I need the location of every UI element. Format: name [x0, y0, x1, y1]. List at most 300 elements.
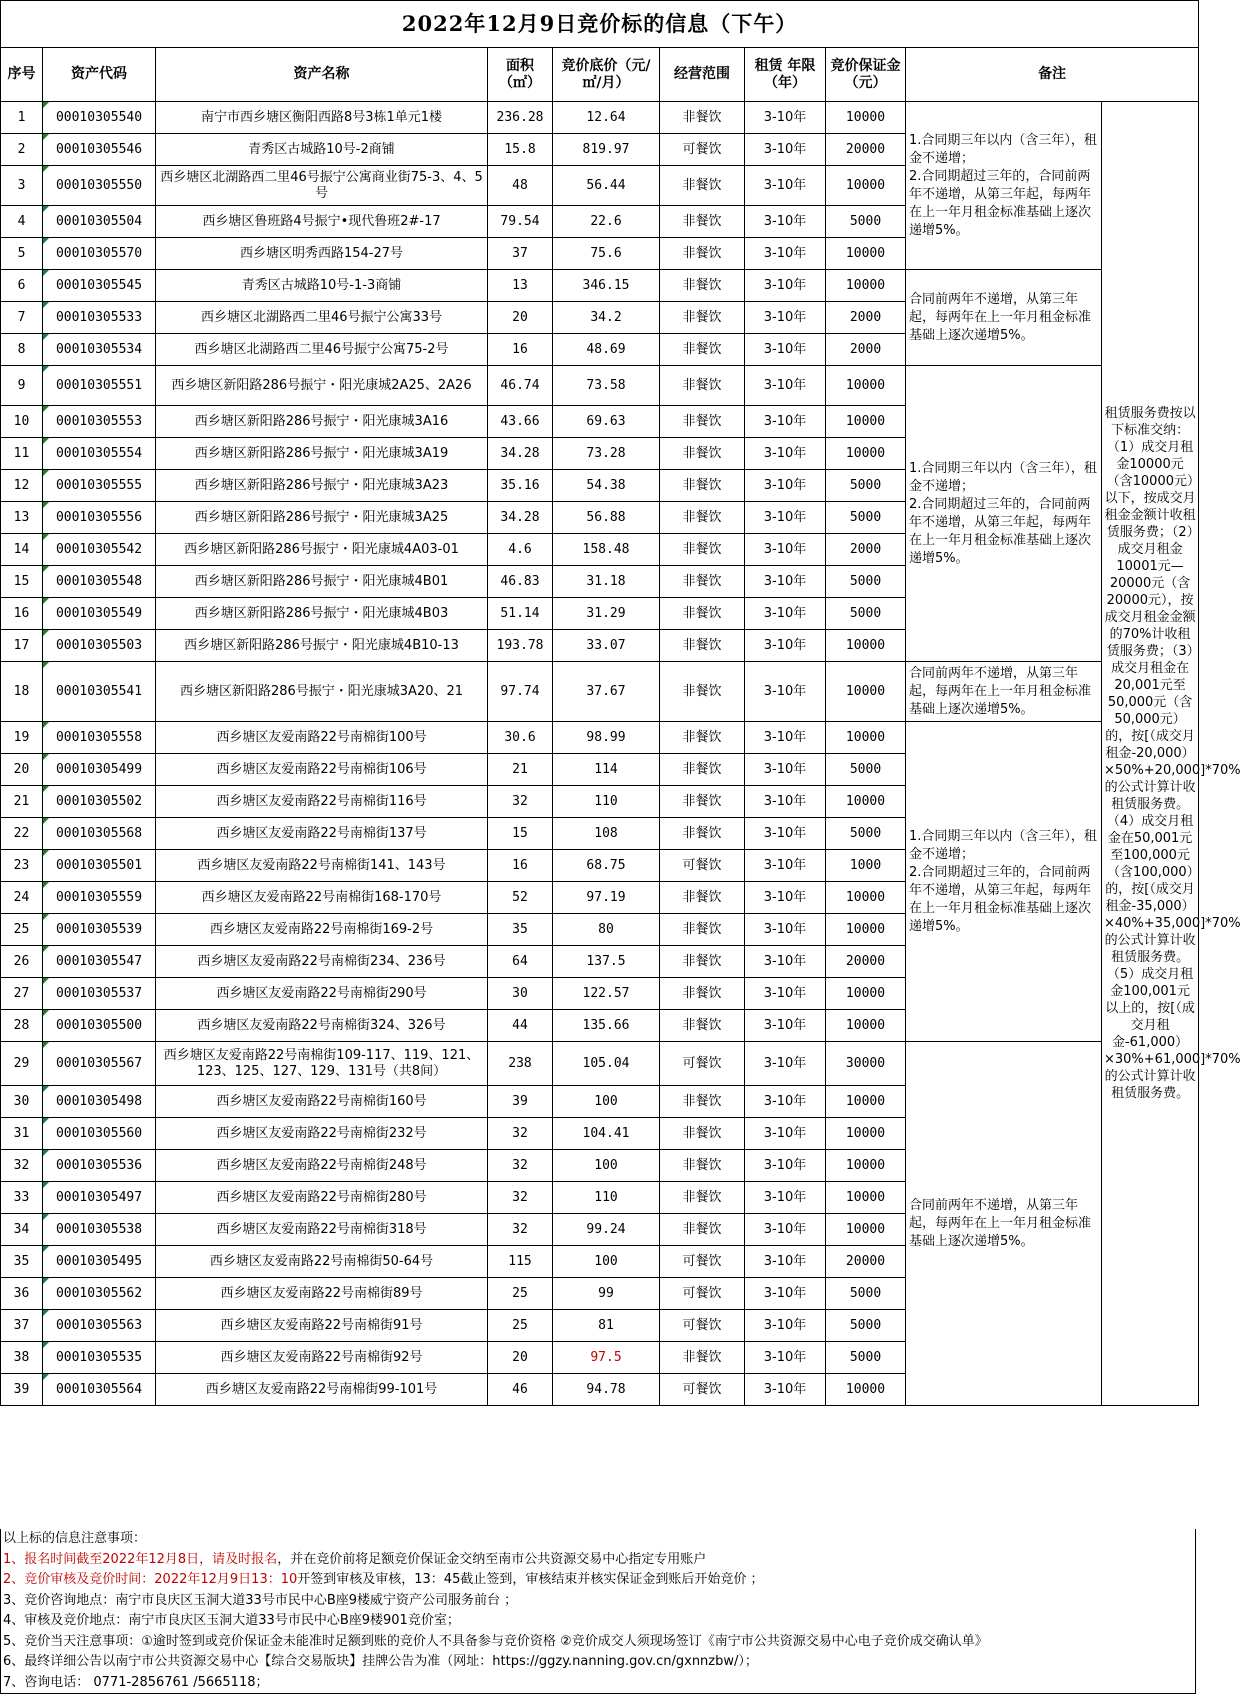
row-no-cell: 7	[1, 302, 43, 334]
business-scope-cell: 非餐饮	[660, 1214, 745, 1246]
area-cell: 37	[488, 238, 553, 270]
business-scope-cell: 非餐饮	[660, 270, 745, 302]
lease-term-cell: 3-10年	[745, 978, 826, 1010]
area-cell: 32	[488, 1118, 553, 1150]
asset-code-cell: 00010305537	[43, 978, 156, 1010]
row-no-cell: 39	[1, 1374, 43, 1406]
area-cell: 52	[488, 882, 553, 914]
asset-code-cell: 00010305540	[43, 102, 156, 134]
base-price-cell: 100	[553, 1246, 660, 1278]
lease-term-cell: 3-10年	[745, 850, 826, 882]
business-scope-cell: 非餐饮	[660, 566, 745, 598]
asset-code-cell: 00010305501	[43, 850, 156, 882]
base-price-cell: 33.07	[553, 630, 660, 662]
asset-name-cell: 西乡塘区新阳路286号振宁・阳光康城2A25、2A26	[156, 366, 488, 406]
deposit-cell: 10000	[826, 914, 906, 946]
table-row	[1, 662, 1199, 722]
lease-term-cell: 3-10年	[745, 754, 826, 786]
area-cell: 46.83	[488, 566, 553, 598]
asset-code-cell: 00010305546	[43, 134, 156, 166]
lease-term-cell: 3-10年	[745, 1374, 826, 1406]
business-scope-cell: 可餐饮	[660, 1278, 745, 1310]
asset-name-cell: 西乡塘区友爱南路22号南棉街169-2号	[156, 914, 488, 946]
base-price-cell: 31.18	[553, 566, 660, 598]
lease-term-cell: 3-10年	[745, 238, 826, 270]
asset-name-cell: 西乡塘区友爱南路22号南棉街89号	[156, 1278, 488, 1310]
asset-code-cell: 00010305558	[43, 722, 156, 754]
deposit-cell: 1000	[826, 850, 906, 882]
business-scope-cell: 可餐饮	[660, 134, 745, 166]
deposit-cell: 10000	[826, 166, 906, 206]
asset-code-cell: 00010305560	[43, 1118, 156, 1150]
asset-name-cell: 西乡塘区新阳路286号振宁・阳光康城3A16	[156, 406, 488, 438]
lease-term-cell: 3-10年	[745, 882, 826, 914]
deposit-cell: 10000	[826, 662, 906, 722]
lease-term-cell: 3-10年	[745, 786, 826, 818]
row-no-cell: 34	[1, 1214, 43, 1246]
area-cell: 238	[488, 1042, 553, 1086]
lease-term-cell: 3-10年	[745, 1010, 826, 1042]
asset-name-cell: 青秀区古城路10号-2商铺	[156, 134, 488, 166]
base-price-cell: 137.5	[553, 946, 660, 978]
asset-name-cell: 西乡塘区友爱南路22号南棉街141、143号	[156, 850, 488, 882]
note-3: 3、竞价咨询地点：南宁市良庆区玉洞大道33号市民中心B座9楼威宁资产公司服务前台 ；	[3, 1592, 518, 1608]
asset-name-cell: 西乡塘区新阳路286号振宁・阳光康城4B10-13	[156, 630, 488, 662]
asset-code-cell: 00010305535	[43, 1342, 156, 1374]
business-scope-cell: 非餐饮	[660, 238, 745, 270]
asset-code-cell: 00010305564	[43, 1374, 156, 1406]
business-scope-cell: 非餐饮	[660, 818, 745, 850]
remark-cell: 1.合同期三年以内（含三年），租金不递增； 2.合同期超过三年的，合同前两年不递增，从第三年起，每两年在上一年月租金标准基础上逐次递增5%。	[906, 366, 1102, 662]
deposit-cell: 20000	[826, 134, 906, 166]
area-cell: 44	[488, 1010, 553, 1042]
row-no-cell: 5	[1, 238, 43, 270]
row-no-cell: 10	[1, 406, 43, 438]
asset-code-cell: 00010305534	[43, 334, 156, 366]
asset-code-cell: 00010305547	[43, 946, 156, 978]
area-cell: 79.54	[488, 206, 553, 238]
asset-name-cell: 西乡塘区友爱南路22号南棉街100号	[156, 722, 488, 754]
header-area: 面积（㎡）	[488, 48, 553, 102]
base-price-cell: 110	[553, 1182, 660, 1214]
row-no-cell: 8	[1, 334, 43, 366]
area-cell: 30.6	[488, 722, 553, 754]
base-price-cell: 108	[553, 818, 660, 850]
asset-name-cell: 西乡塘区友爱南路22号南棉街232号	[156, 1118, 488, 1150]
base-price-cell: 75.6	[553, 238, 660, 270]
base-price-cell: 114	[553, 754, 660, 786]
row-no-cell: 21	[1, 786, 43, 818]
base-price-cell: 100	[553, 1086, 660, 1118]
deposit-cell: 10000	[826, 1374, 906, 1406]
lease-term-cell: 3-10年	[745, 270, 826, 302]
area-cell: 16	[488, 334, 553, 366]
base-price-cell: 97.5	[553, 1342, 660, 1374]
base-price-cell: 104.41	[553, 1118, 660, 1150]
table-row	[1, 366, 1199, 406]
header-deposit: 竞价保证金（元）	[826, 48, 906, 102]
lease-term-cell: 3-10年	[745, 502, 826, 534]
deposit-cell: 5000	[826, 1310, 906, 1342]
business-scope-cell: 可餐饮	[660, 1042, 745, 1086]
lease-term-cell: 3-10年	[745, 1118, 826, 1150]
business-scope-cell: 非餐饮	[660, 1118, 745, 1150]
deposit-cell: 20000	[826, 1246, 906, 1278]
business-scope-cell: 非餐饮	[660, 534, 745, 566]
business-scope-cell: 非餐饮	[660, 946, 745, 978]
business-scope-cell: 可餐饮	[660, 1374, 745, 1406]
asset-code-cell: 00010305500	[43, 1010, 156, 1042]
lease-term-cell: 3-10年	[745, 1278, 826, 1310]
deposit-cell: 5000	[826, 502, 906, 534]
deposit-cell: 5000	[826, 754, 906, 786]
table-row	[1, 722, 1199, 754]
row-no-cell: 6	[1, 270, 43, 302]
business-scope-cell: 非餐饮	[660, 1010, 745, 1042]
notes-intro: 以上标的信息注意事项：	[3, 1531, 147, 1546]
header-code: 资产代码	[43, 48, 156, 102]
asset-code-cell: 00010305497	[43, 1182, 156, 1214]
business-scope-cell: 非餐饮	[660, 630, 745, 662]
business-scope-cell: 非餐饮	[660, 598, 745, 630]
lease-term-cell: 3-10年	[745, 630, 826, 662]
asset-code-cell: 00010305538	[43, 1214, 156, 1246]
business-scope-cell: 非餐饮	[660, 502, 745, 534]
business-scope-cell: 非餐饮	[660, 1150, 745, 1182]
business-scope-cell: 非餐饮	[660, 978, 745, 1010]
row-no-cell: 9	[1, 366, 43, 406]
remark-cell: 合同前两年不递增，从第三年起，每两年在上一年月租金标准基础上逐次递增5%。	[906, 270, 1102, 366]
area-cell: 34.28	[488, 438, 553, 470]
area-cell: 25	[488, 1310, 553, 1342]
lease-term-cell: 3-10年	[745, 166, 826, 206]
service-fee-note: 租赁服务费按以下标准交纳：（1）成交月租金10000元（含10000元）以下，按成交月租金金额计收租赁服务费；（2）成交月租金10001元—20000元（含20000元），按成交月租金金额的70%计收租赁服务费；（3）成交月租金在20,001元至50,000元（含50,000元）的，按[（成交月租金-20,000）×50%+20,000]*70%的公式计算计收租赁服务费。（4）成交月租金在50,001元至100,000元（含100,000）的，按[（成交月租金-35,000）×40%+35,000]*70%的公式计算计收租赁服务费。（5）成交月租金100,001元以上的，按[（成交月租金-61,000）×30%+61,000]*70%的公式计算计收租赁服务费。	[1102, 102, 1199, 1406]
asset-code-cell: 00010305554	[43, 438, 156, 470]
deposit-cell: 10000	[826, 1182, 906, 1214]
base-price-cell: 97.19	[553, 882, 660, 914]
row-no-cell: 19	[1, 722, 43, 754]
base-price-cell: 100	[553, 1150, 660, 1182]
asset-code-cell: 00010305553	[43, 406, 156, 438]
base-price-cell: 69.63	[553, 406, 660, 438]
asset-name-cell: 西乡塘区友爱南路22号南棉街109-117、119、121、123、125、127、129、131号（共8间）	[156, 1042, 488, 1086]
lease-term-cell: 3-10年	[745, 534, 826, 566]
asset-code-cell: 00010305555	[43, 470, 156, 502]
area-cell: 16	[488, 850, 553, 882]
deposit-cell: 10000	[826, 1118, 906, 1150]
business-scope-cell: 非餐饮	[660, 102, 745, 134]
asset-name-cell: 西乡塘区友爱南路22号南棉街116号	[156, 786, 488, 818]
remark-cell: 合同前两年不递增，从第三年起，每两年在上一年月租金标准基础上逐次递增5%。	[906, 1042, 1102, 1406]
area-cell: 64	[488, 946, 553, 978]
lease-term-cell: 3-10年	[745, 722, 826, 754]
base-price-cell: 99	[553, 1278, 660, 1310]
asset-code-cell: 00010305542	[43, 534, 156, 566]
row-no-cell: 24	[1, 882, 43, 914]
note-4: 4、审核及竞价地点：南宁市良庆区玉洞大道33号市民中心B座9楼901竞价室；	[3, 1613, 460, 1628]
asset-name-cell: 西乡塘区友爱南路22号南棉街106号	[156, 754, 488, 786]
base-price-cell: 81	[553, 1310, 660, 1342]
row-no-cell: 17	[1, 630, 43, 662]
base-price-cell: 346.15	[553, 270, 660, 302]
deposit-cell: 5000	[826, 598, 906, 630]
row-no-cell: 2	[1, 134, 43, 166]
row-no-cell: 38	[1, 1342, 43, 1374]
base-price-cell: 56.88	[553, 502, 660, 534]
row-no-cell: 20	[1, 754, 43, 786]
base-price-cell: 31.29	[553, 598, 660, 630]
asset-name-cell: 西乡塘区友爱南路22号南棉街92号	[156, 1342, 488, 1374]
asset-name-cell: 西乡塘区友爱南路22号南棉街318号	[156, 1214, 488, 1246]
lease-term-cell: 3-10年	[745, 566, 826, 598]
header-term: 租赁 年限（年）	[745, 48, 826, 102]
deposit-cell: 2000	[826, 534, 906, 566]
row-no-cell: 22	[1, 818, 43, 850]
asset-code-cell: 00010305549	[43, 598, 156, 630]
lease-term-cell: 3-10年	[745, 946, 826, 978]
base-price-cell: 68.75	[553, 850, 660, 882]
asset-code-cell: 00010305548	[43, 566, 156, 598]
asset-code-cell: 00010305545	[43, 270, 156, 302]
lease-term-cell: 3-10年	[745, 406, 826, 438]
lease-term-cell: 3-10年	[745, 1182, 826, 1214]
deposit-cell: 10000	[826, 882, 906, 914]
page-title: 2022年12月9日竞价标的信息（下午）	[1, 1, 1199, 48]
area-cell: 193.78	[488, 630, 553, 662]
row-no-cell: 37	[1, 1310, 43, 1342]
asset-name-cell: 西乡塘区北湖路西二里46号振宁公寓商业街75-3、4、5号	[156, 166, 488, 206]
business-scope-cell: 非餐饮	[660, 470, 745, 502]
note-1-highlight: 报名时间截至2022年12月8日，请及时报名	[24, 1551, 278, 1567]
row-no-cell: 32	[1, 1150, 43, 1182]
remark-cell: 1.合同期三年以内（含三年），租金不递增； 2.合同期超过三年的，合同前两年不递增，从第三年起，每两年在上一年月租金标准基础上逐次递增5%。	[906, 722, 1102, 1042]
row-no-cell: 4	[1, 206, 43, 238]
lease-term-cell: 3-10年	[745, 1342, 826, 1374]
area-cell: 46	[488, 1374, 553, 1406]
asset-code-cell: 00010305551	[43, 366, 156, 406]
note-1: 1、报名时间截至2022年12月8日，请及时报名，并在竞价前将足额竞价保证金交纳至南市公共资源交易中心指定专用账户	[3, 1551, 707, 1567]
header-remark: 备注	[906, 48, 1199, 102]
asset-code-cell: 00010305563	[43, 1310, 156, 1342]
row-no-cell: 11	[1, 438, 43, 470]
business-scope-cell: 可餐饮	[660, 850, 745, 882]
deposit-cell: 5000	[826, 818, 906, 850]
header-name: 资产名称	[156, 48, 488, 102]
note-6: 6、最终详细公告以南宁市公共资源交易中心【综合交易版块】挂牌公告为准（网址：https://ggzy.nanning.gov.cn/gxnnzbw/）；	[3, 1654, 758, 1669]
asset-code-cell: 00010305541	[43, 662, 156, 722]
asset-code-cell: 00010305539	[43, 914, 156, 946]
area-cell: 21	[488, 754, 553, 786]
table-row	[1, 1042, 1199, 1086]
deposit-cell: 5000	[826, 1342, 906, 1374]
asset-name-cell: 西乡塘区友爱南路22号南棉街50-64号	[156, 1246, 488, 1278]
asset-name-cell: 西乡塘区友爱南路22号南棉街168-170号	[156, 882, 488, 914]
asset-name-cell: 西乡塘区友爱南路22号南棉街137号	[156, 818, 488, 850]
area-cell: 4.6	[488, 534, 553, 566]
table-row	[1, 102, 1199, 134]
deposit-cell: 2000	[826, 302, 906, 334]
asset-code-cell: 00010305533	[43, 302, 156, 334]
deposit-cell: 10000	[826, 978, 906, 1010]
area-cell: 32	[488, 1214, 553, 1246]
base-price-cell: 37.67	[553, 662, 660, 722]
business-scope-cell: 非餐饮	[660, 754, 745, 786]
base-price-cell: 73.28	[553, 438, 660, 470]
business-scope-cell: 可餐饮	[660, 1246, 745, 1278]
asset-name-cell: 西乡塘区友爱南路22号南棉街324、326号	[156, 1010, 488, 1042]
base-price-cell: 48.69	[553, 334, 660, 366]
area-cell: 43.66	[488, 406, 553, 438]
header-price: 竞价底价（元/㎡/月）	[553, 48, 660, 102]
area-cell: 32	[488, 1150, 553, 1182]
base-price-cell: 819.97	[553, 134, 660, 166]
row-no-cell: 28	[1, 1010, 43, 1042]
base-price-cell: 105.04	[553, 1042, 660, 1086]
lease-term-cell: 3-10年	[745, 206, 826, 238]
deposit-cell: 30000	[826, 1042, 906, 1086]
base-price-cell: 22.6	[553, 206, 660, 238]
row-no-cell: 18	[1, 662, 43, 722]
business-scope-cell: 非餐饮	[660, 366, 745, 406]
asset-name-cell: 青秀区古城路10号-1-3商铺	[156, 270, 488, 302]
row-no-cell: 16	[1, 598, 43, 630]
area-cell: 46.74	[488, 366, 553, 406]
base-price-cell: 122.57	[553, 978, 660, 1010]
deposit-cell: 10000	[826, 238, 906, 270]
lease-term-cell: 3-10年	[745, 662, 826, 722]
row-no-cell: 15	[1, 566, 43, 598]
asset-name-cell: 西乡塘区友爱南路22号南棉街280号	[156, 1182, 488, 1214]
asset-name-cell: 西乡塘区新阳路286号振宁・阳光康城3A20、21	[156, 662, 488, 722]
business-scope-cell: 可餐饮	[660, 1310, 745, 1342]
deposit-cell: 5000	[826, 206, 906, 238]
asset-name-cell: 西乡塘区友爱南路22号南棉街99-101号	[156, 1374, 488, 1406]
note-2: 2、竞价审核及竞价时间：2022年12月9日13：10开签到审核及审核，13：45截止签到，审核结束并核实保证金到账后开始竞价 ；	[3, 1572, 764, 1587]
lease-term-cell: 3-10年	[745, 1246, 826, 1278]
base-price-cell: 54.38	[553, 470, 660, 502]
asset-name-cell: 西乡塘区新阳路286号振宁・阳光康城4B03	[156, 598, 488, 630]
asset-code-cell: 00010305499	[43, 754, 156, 786]
row-no-cell: 33	[1, 1182, 43, 1214]
base-price-cell: 56.44	[553, 166, 660, 206]
asset-name-cell: 西乡塘区友爱南路22号南棉街91号	[156, 1310, 488, 1342]
row-no-cell: 1	[1, 102, 43, 134]
asset-code-cell: 00010305568	[43, 818, 156, 850]
asset-name-cell: 西乡塘区鲁班路4号振宁•现代鲁班2#-17	[156, 206, 488, 238]
note-7: 7、咨询电话： 0771-2856761 /5665118；	[3, 1674, 269, 1690]
lease-term-cell: 3-10年	[745, 1086, 826, 1118]
deposit-cell: 10000	[826, 1150, 906, 1182]
header-row	[1, 48, 1199, 102]
base-price-cell: 99.24	[553, 1214, 660, 1246]
asset-name-cell: 西乡塘区新阳路286号振宁・阳光康城3A23	[156, 470, 488, 502]
asset-code-cell: 00010305562	[43, 1278, 156, 1310]
business-scope-cell: 非餐饮	[660, 406, 745, 438]
note-5: 5、竞价当天注意事项：①逾时签到或竞价保证金未能准时足额到账的竞价人不具备参与竞价资格 ②竞价成交人须现场签订《南宁市公共资源交易中心电子竞价成交确认单》	[3, 1633, 988, 1649]
business-scope-cell: 非餐饮	[660, 334, 745, 366]
deposit-cell: 2000	[826, 334, 906, 366]
header-scope: 经营范围	[660, 48, 745, 102]
asset-name-cell: 西乡塘区新阳路286号振宁・阳光康城3A25	[156, 502, 488, 534]
business-scope-cell: 非餐饮	[660, 302, 745, 334]
area-cell: 39	[488, 1086, 553, 1118]
deposit-cell: 10000	[826, 406, 906, 438]
asset-name-cell: 西乡塘区明秀西路154-27号	[156, 238, 488, 270]
asset-name-cell: 西乡塘区友爱南路22号南棉街290号	[156, 978, 488, 1010]
remark-cell: 合同前两年不递增，从第三年起，每两年在上一年月租金标准基础上逐次递增5%。	[906, 662, 1102, 722]
area-cell: 15	[488, 818, 553, 850]
asset-code-cell: 00010305567	[43, 1042, 156, 1086]
deposit-cell: 10000	[826, 366, 906, 406]
asset-code-cell: 00010305536	[43, 1150, 156, 1182]
lease-term-cell: 3-10年	[745, 598, 826, 630]
business-scope-cell: 非餐饮	[660, 914, 745, 946]
base-price-cell: 73.58	[553, 366, 660, 406]
business-scope-cell: 非餐饮	[660, 1342, 745, 1374]
lease-term-cell: 3-10年	[745, 470, 826, 502]
remark-cell: 1.合同期三年以内（含三年），租金不递增； 2.合同期超过三年的，合同前两年不递增，从第三年起，每两年在上一年月租金标准基础上逐次递增5%。	[906, 102, 1102, 270]
area-cell: 15.8	[488, 134, 553, 166]
area-cell: 51.14	[488, 598, 553, 630]
area-cell: 25	[488, 1278, 553, 1310]
lease-term-cell: 3-10年	[745, 818, 826, 850]
deposit-cell: 10000	[826, 270, 906, 302]
row-no-cell: 25	[1, 914, 43, 946]
area-cell: 30	[488, 978, 553, 1010]
area-cell: 32	[488, 786, 553, 818]
area-cell: 20	[488, 302, 553, 334]
row-no-cell: 29	[1, 1042, 43, 1086]
base-price-cell: 158.48	[553, 534, 660, 566]
asset-code-cell: 00010305504	[43, 206, 156, 238]
note-2-highlight: 竞价审核及竞价时间：2022年12月9日13：10	[24, 1572, 298, 1587]
base-price-cell: 80	[553, 914, 660, 946]
base-price-cell: 135.66	[553, 1010, 660, 1042]
deposit-cell: 10000	[826, 786, 906, 818]
row-no-cell: 12	[1, 470, 43, 502]
header-no: 序号	[1, 48, 43, 102]
asset-code-cell: 00010305570	[43, 238, 156, 270]
asset-code-cell: 00010305556	[43, 502, 156, 534]
row-no-cell: 13	[1, 502, 43, 534]
deposit-cell: 20000	[826, 946, 906, 978]
area-cell: 34.28	[488, 502, 553, 534]
row-no-cell: 31	[1, 1118, 43, 1150]
business-scope-cell: 非餐饮	[660, 882, 745, 914]
deposit-cell: 5000	[826, 566, 906, 598]
deposit-cell: 10000	[826, 1086, 906, 1118]
lease-term-cell: 3-10年	[745, 134, 826, 166]
lease-term-cell: 3-10年	[745, 1214, 826, 1246]
lease-term-cell: 3-10年	[745, 1150, 826, 1182]
row-no-cell: 23	[1, 850, 43, 882]
lease-term-cell: 3-10年	[745, 102, 826, 134]
business-scope-cell: 非餐饮	[660, 206, 745, 238]
deposit-cell: 10000	[826, 1010, 906, 1042]
row-no-cell: 36	[1, 1278, 43, 1310]
asset-code-cell: 00010305503	[43, 630, 156, 662]
deposit-cell: 10000	[826, 1214, 906, 1246]
deposit-cell: 5000	[826, 1278, 906, 1310]
deposit-cell: 10000	[826, 102, 906, 134]
table-row	[1, 270, 1199, 302]
area-cell: 13	[488, 270, 553, 302]
asset-name-cell: 西乡塘区友爱南路22号南棉街248号	[156, 1150, 488, 1182]
lease-term-cell: 3-10年	[745, 334, 826, 366]
asset-code-cell: 00010305550	[43, 166, 156, 206]
asset-name-cell: 南宁市西乡塘区衡阳西路8号3栋1单元1楼	[156, 102, 488, 134]
base-price-cell: 98.99	[553, 722, 660, 754]
